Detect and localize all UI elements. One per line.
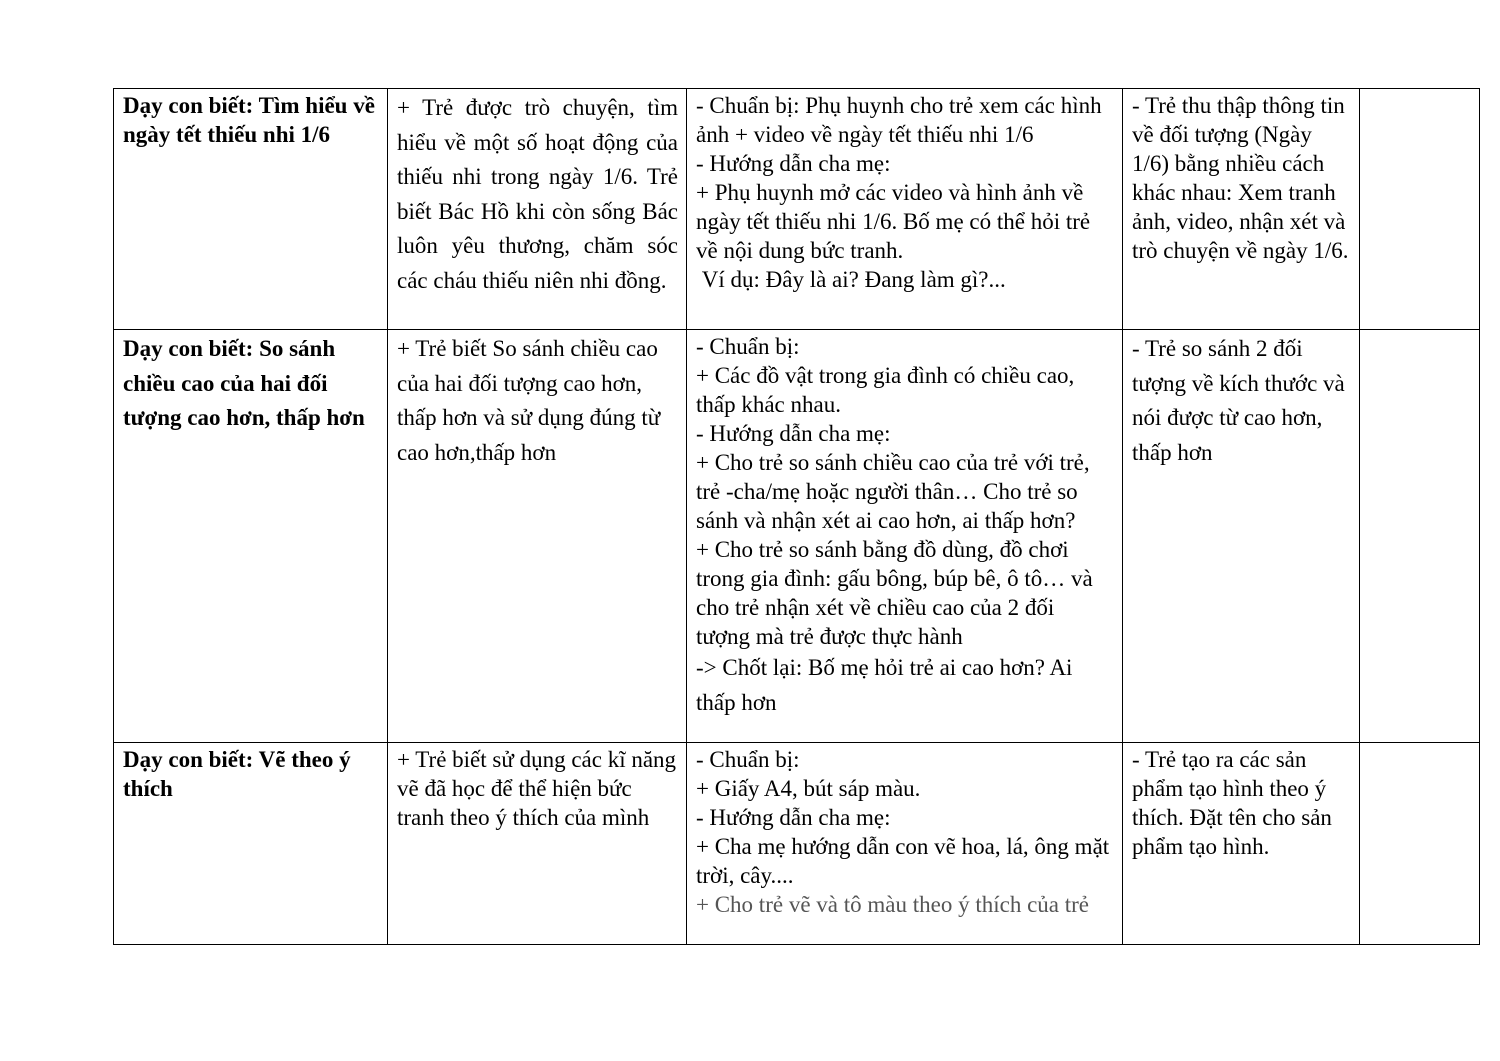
guide-line: + Giấy A4, bút sáp màu. xyxy=(696,776,921,801)
guide-line: - Chuẩn bị: xyxy=(696,747,800,772)
guide-line: Ví dụ: Đây là ai? Đang làm gì?... xyxy=(696,267,1006,292)
activity-title-cell xyxy=(114,330,388,743)
activity-note-cell xyxy=(1360,89,1480,330)
activity-goal-cell xyxy=(388,89,687,330)
guide-line: + Cho trẻ so sánh chiều cao của trẻ với trẻ, trẻ -cha/mẹ hoặc người thân… Cho trẻ so sánh và nhận xét ai cao hơn, ai thấp hơn? xyxy=(696,450,1090,533)
activity-goal-cell xyxy=(388,743,687,945)
guide-line: - Hướng dẫn cha mẹ: xyxy=(696,151,891,176)
guide-line: + Cho trẻ vẽ và tô màu theo ý thích của trẻ xyxy=(696,892,1089,917)
activity-result-cell xyxy=(1123,743,1360,945)
activity-title-cell xyxy=(114,743,388,945)
guide-line: - Hướng dẫn cha mẹ: xyxy=(696,421,891,446)
activity-guide-cell xyxy=(687,330,1123,743)
activity-goal-cell xyxy=(388,330,687,743)
guide-line: + Các đồ vật trong gia đình có chiều cao, thấp khác nhau. xyxy=(696,363,1075,417)
guide-line: - Chuẩn bị: xyxy=(696,334,800,359)
activity-goal: + Trẻ biết So sánh chiều cao của hai đối tượng cao hơn, thấp hơn và sử dụng đúng từ cao hơn,thấp hơn xyxy=(397,336,661,465)
activity-result: - Trẻ tạo ra các sản phẩm tạo hình theo ý thích. Đặt tên cho sản phẩm tạo hình. xyxy=(1132,747,1332,859)
guide-line: - Hướng dẫn cha mẹ: xyxy=(696,805,891,830)
activity-title: Dạy con biết: So sánh chiều cao của hai đối tượng cao hơn, thấp hơn xyxy=(123,336,365,430)
activity-title: Dạy con biết: Vẽ theo ý thích xyxy=(123,747,351,801)
guide-line: -> Chốt lại: Bố mẹ hỏi trẻ ai cao hơn? Ai thấp hơn xyxy=(696,655,1073,715)
table-row xyxy=(114,330,1480,743)
activity-result-cell xyxy=(1123,330,1360,743)
guide-line: - Chuẩn bị: Phụ huynh cho trẻ xem các hình ảnh + video về ngày tết thiếu nhi 1/6 xyxy=(696,93,1102,147)
activity-table xyxy=(113,88,1480,945)
activity-title: Dạy con biết: Tìm hiểu về ngày tết thiếu nhi 1/6 xyxy=(123,93,375,147)
table-row xyxy=(114,743,1480,945)
activity-note-cell xyxy=(1360,330,1480,743)
activity-guide-cell xyxy=(687,89,1123,330)
table-row xyxy=(114,89,1480,330)
activity-guide-cell xyxy=(687,743,1123,945)
activity-goal: + Trẻ được trò chuyện, tìm hiểu về một số hoạt động của thiếu nhi trong ngày 1/6. Trẻ biết Bác Hồ khi còn sống Bác luôn yêu thương, chăm sóc các cháu thiếu niên nhi đồng. xyxy=(397,95,678,293)
activity-goal: + Trẻ biết sử dụng các kĩ năng vẽ đã học để thể hiện bức tranh theo ý thích của mình xyxy=(397,747,677,830)
activity-title-cell xyxy=(114,89,388,330)
activity-result: - Trẻ so sánh 2 đối tượng về kích thước và nói được từ cao hơn, thấp hơn xyxy=(1132,336,1345,465)
activity-note-cell xyxy=(1360,743,1480,945)
guide-line: + Cha mẹ hướng dẫn con vẽ hoa, lá, ông mặt trời, cây.... xyxy=(696,834,1110,888)
activity-result-cell xyxy=(1123,89,1360,330)
guide-line: + Cho trẻ so sánh bằng đồ dùng, đồ chơi trong gia đình: gấu bông, búp bê, ô tô… và cho trẻ nhận xét về chiều cao của 2 đối tượng mà trẻ được thực hành xyxy=(696,537,1093,649)
guide-line: + Phụ huynh mở các video và hình ảnh về ngày tết thiếu nhi 1/6. Bố mẹ có thể hỏi trẻ về nội dung bức tranh. xyxy=(696,180,1091,263)
activity-result: - Trẻ thu thập thông tin về đối tượng (Ngày 1/6) bằng nhiều cách khác nhau: Xem tranh ảnh, video, nhận xét và trò chuyện về ngày 1/6. xyxy=(1132,93,1349,263)
